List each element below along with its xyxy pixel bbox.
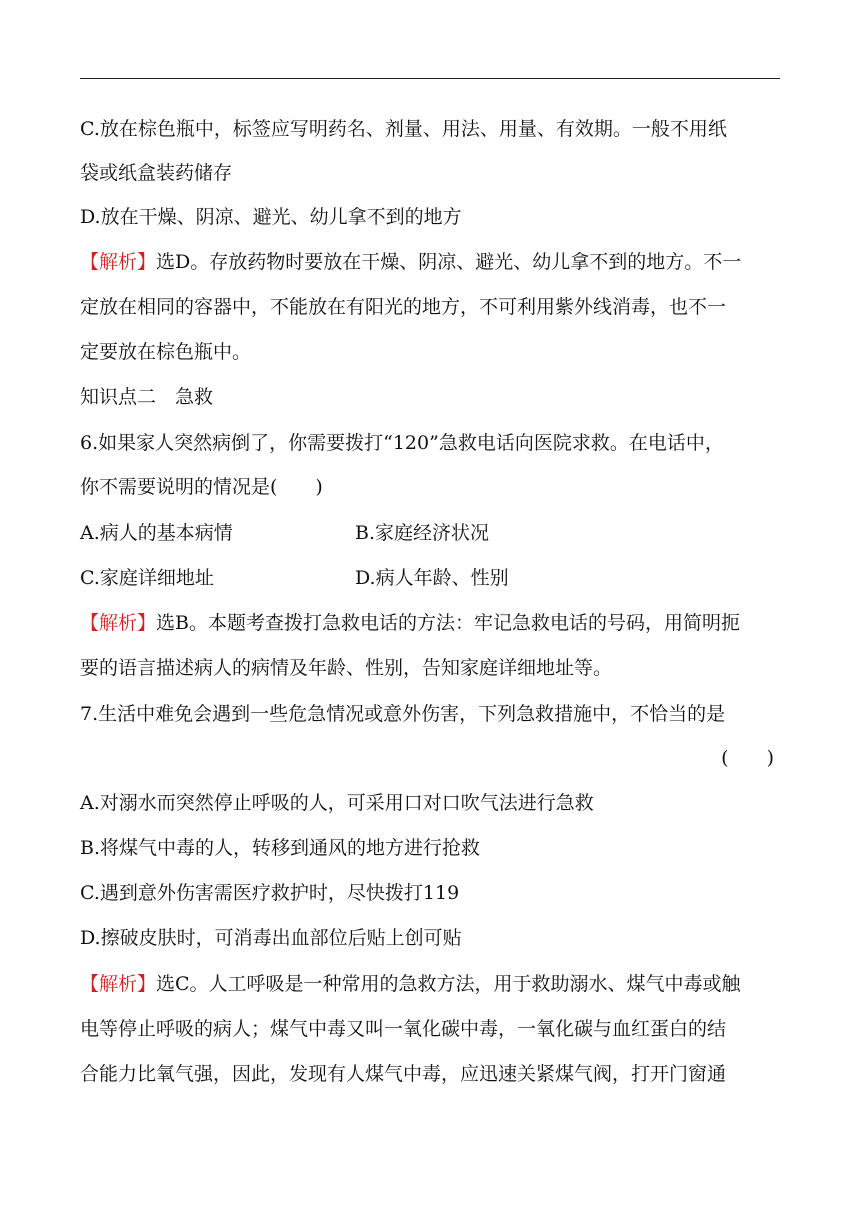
- question-7-answer-blank: ( ): [721, 747, 774, 769]
- section-heading: 知识点二 急救: [80, 386, 214, 408]
- analysis-q6-line1: [80, 611, 740, 635]
- option-c-q5: C.放在棕色瓶中，标签应写明药名、剂量、用法、用量、有效期。一般不用纸: [80, 118, 727, 140]
- analysis-tag: 【解析】: [80, 612, 157, 634]
- analysis-tag: 【解析】: [80, 973, 157, 995]
- analysis-q5-line3: 定要放在棕色瓶中。: [80, 341, 252, 363]
- question-6-line1: 6.如果家人突然病倒了，你需要拨打“120”急救电话向医院求救。在电话中，: [80, 432, 724, 454]
- analysis-text: 选B。本题考查拨打急救电话的方法：牢记急救电话的号码，用简明扼: [156, 612, 740, 634]
- q6-option-b: B.家庭经济状况: [355, 522, 490, 544]
- q6-option-c: C.家庭详细地址: [80, 567, 214, 589]
- header-rule: [80, 78, 780, 79]
- question-7-line1: 7.生活中难免会遇到一些危急情况或意外伤害，下列急救措施中，不恰当的是: [80, 703, 726, 725]
- analysis-q5-line1: [80, 250, 741, 274]
- analysis-q7-line1: [80, 972, 741, 996]
- analysis-q5-line2: 定放在相同的容器中，不能放在有阳光的地方，不可利用紫外线消毒，也不一: [80, 296, 727, 318]
- question-6-line2: 你不需要说明的情况是( ): [80, 476, 323, 498]
- q7-option-d: D.擦破皮肤时，可消毒出血部位后贴上创可贴: [80, 927, 462, 949]
- q6-options-row2: [80, 566, 509, 590]
- q7-option-b: B.将煤气中毒的人，转移到通风的地方进行抢救: [80, 837, 481, 859]
- q7-option-c: C.遇到意外伤害需医疗救护时，尽快拨打119: [80, 882, 460, 904]
- analysis-q7-line2: 电等停止呼吸的病人；煤气中毒又叫一氧化碳中毒，一氧化碳与血红蛋白的结: [80, 1018, 727, 1040]
- analysis-q7-line3: 合能力比氧气强，因此，发现有人煤气中毒，应迅速关紧煤气阀，打开门窗通: [80, 1063, 727, 1085]
- analysis-text: 选C。人工呼吸是一种常用的急救方法，用于救助溺水、煤气中毒或触: [156, 973, 741, 995]
- option-c-q5-cont: 袋或纸盒装药储存: [80, 162, 233, 184]
- q6-options-row1: [80, 521, 489, 545]
- q6-option-d: D.病人年龄、性别: [355, 567, 509, 589]
- q7-option-a: A.对溺水而突然停止呼吸的人，可采用口对口吹气法进行急救: [80, 792, 594, 814]
- analysis-text: 选D。存放药物时要放在干燥、阴凉、避光、幼儿拿不到的地方。不一: [156, 251, 742, 273]
- q6-option-a: A.病人的基本病情: [80, 522, 233, 544]
- analysis-tag: 【解析】: [80, 251, 157, 273]
- analysis-q6-line2: 要的语言描述病人的病情及年龄、性别，告知家庭详细地址等。: [80, 657, 613, 679]
- option-d-q5: D.放在干燥、阴凉、避光、幼儿拿不到的地方: [80, 206, 462, 228]
